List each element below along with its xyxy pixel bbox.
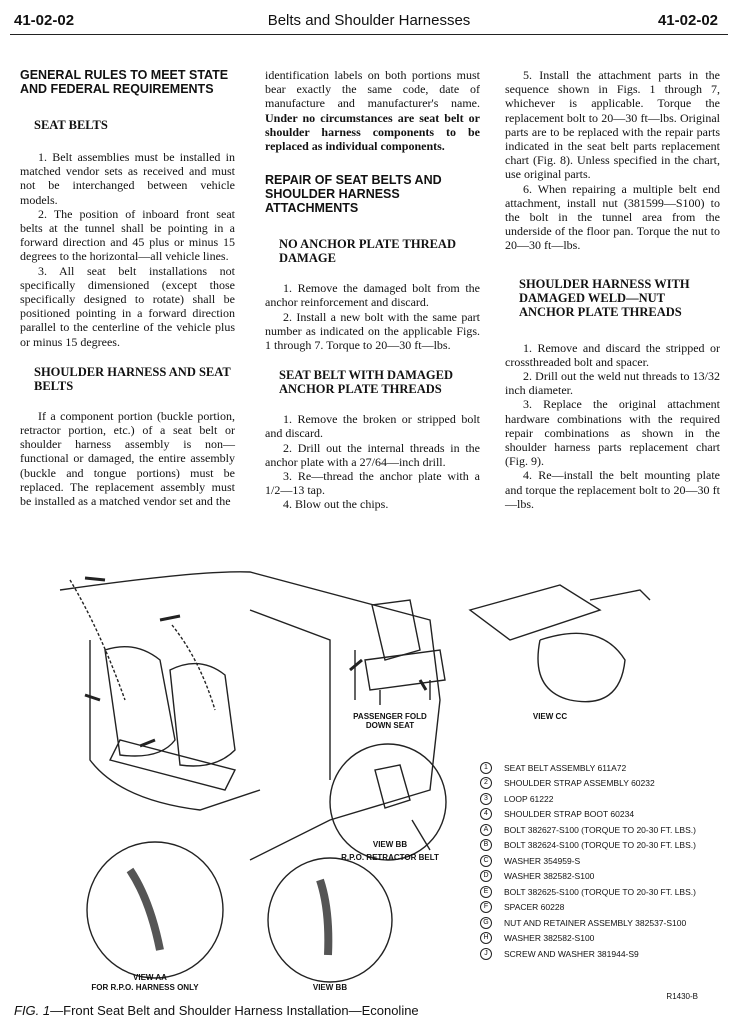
paragraph: 4. Blow out the chips. — [283, 497, 389, 512]
view-bb2-circle — [268, 858, 392, 982]
legend-row — [480, 853, 730, 869]
legend-text: SEAT BELT ASSEMBLY 611A72 — [504, 762, 627, 773]
view-cc-detail — [470, 585, 650, 702]
legend-text: WASHER 382582-S100 — [504, 871, 595, 882]
paragraph: 4. Re—install the belt mounting plate and torque the replacement bolt to 20—30 ft—lbs. — [505, 468, 720, 511]
legend-text: WASHER 354959-S — [504, 855, 581, 866]
label-rpo-harness: FOR R.P.O. HARNESS ONLY — [91, 983, 199, 992]
paragraph: 2. Install a new bolt with the same part number as indicated on the applicable Figs. 1 through 7. Torque to 20—30 ft—lbs. — [265, 309, 480, 353]
legend-key: 3 — [480, 793, 492, 805]
heading-general-rules: GENERAL RULES TO MEET STATE AND FEDERAL REQUIREMENTS — [20, 68, 229, 96]
legend-row — [480, 807, 730, 823]
legend-key: D — [480, 870, 492, 882]
legend-row — [480, 760, 730, 776]
heading-weld-nut: SHOULDER HARNESS WITH DAMAGED WELD—NUT ANCHOR PLATE THREADS — [519, 276, 690, 319]
heading-repair: REPAIR OF SEAT BELTS AND SHOULDER HARNESS ATTACHMENTS — [265, 173, 442, 216]
text-column-1 — [20, 68, 235, 508]
label-passenger-seat: PASSENGER FOLD DOWN SEAT — [353, 712, 427, 730]
paragraph: 3. All seat belt installations not specifically dimensioned (except those specifically designed to rotate) shall be positioned pointing in a forward direction parallel to the centerline of the vehicle plus or minus 15 degrees. — [20, 263, 235, 349]
legend-key: 1 — [480, 762, 492, 774]
text-column-3 — [505, 68, 720, 511]
legend-text: BOLT 382625-S100 (TORQUE TO 20-30 FT. LBS.) — [504, 886, 696, 897]
legend-key: H — [480, 932, 492, 944]
paragraph: 1. Remove the broken or stripped bolt and discard. — [265, 412, 480, 441]
paragraph: 1. Belt assemblies must be installed in matched vendor sets as received and must not be interchanged between vehicle models. — [20, 150, 235, 207]
legend-row — [480, 884, 730, 900]
label-rpo-retractor: R.P.O. RETRACTOR BELT — [341, 853, 439, 862]
caption-text: —Front Seat Belt and Shoulder Harness Installation—Econoline — [50, 1003, 419, 1018]
legend-row — [480, 946, 730, 962]
paragraph-text: identification labels on both portions must bear exactly the same code, date of manufacture and manufacturer's name. — [265, 68, 480, 111]
label-view-cc: VIEW CC — [532, 712, 568, 721]
legend-text: SHOULDER STRAP BOOT 60234 — [504, 809, 635, 820]
legend-key: E — [480, 886, 492, 898]
legend-key: J — [480, 948, 492, 960]
paragraph: If a component portion (buckle portion, retractor portion, etc.) of a seat belt or shoulder harness assembly is non—functional or damaged, the entire assembly (buckle and tongue portions) must be replaced. The replacement assembly must be installed as a matched vendor set and the — [20, 408, 235, 509]
legend-row — [480, 931, 730, 947]
shoulder-harness-straps — [70, 580, 215, 710]
front-seats — [105, 647, 235, 790]
paragraph: 5. Install the attachment parts in the sequence shown in Figs. 1 through 7, whichever is applicable. Torque the replacement bolt to 20—30 ft—lbs. Original parts are to be replaced with the repair parts indicated in the seat belt parts replacement chart (Fig. 8). Unless specified in the chart, use original parts. — [505, 68, 720, 182]
legend-key: G — [480, 917, 492, 929]
view-aa-circle — [87, 842, 223, 978]
legend-text: BOLT 382627-S100 (TORQUE TO 20-30 FT. LBS.) — [504, 824, 696, 835]
legend-row — [480, 838, 730, 854]
label-view-bb: VIEW BB — [372, 840, 408, 849]
legend-row — [480, 915, 730, 931]
legend-key: A — [480, 824, 492, 836]
legend-key: F — [480, 901, 492, 913]
heading-damaged-anchor: SEAT BELT WITH DAMAGED ANCHOR PLATE THREADS — [279, 368, 454, 397]
legend-text: BOLT 382624-S100 (TORQUE TO 20-30 FT. LBS.) — [504, 840, 696, 851]
paragraph: 1. Remove and discard the stripped or crossthreaded bolt and spacer. — [505, 340, 720, 369]
header-rule — [10, 34, 728, 35]
paragraph: 1. Remove the damaged bolt from the anchor reinforcement and discard. — [265, 281, 480, 310]
passenger-fold-seat — [365, 600, 445, 705]
legend-row — [480, 822, 730, 838]
page-header — [0, 8, 738, 36]
parts-legend — [480, 760, 730, 962]
legend-text: WASHER 382582-S100 — [504, 933, 595, 944]
legend-row — [480, 900, 730, 916]
page-number-right: 41-02-02 — [657, 12, 718, 29]
page-number-left: 41-02-02 — [14, 12, 75, 29]
legend-text: NUT AND RETAINER ASSEMBLY 382537-S100 — [504, 917, 687, 928]
legend-text: SHOULDER STRAP ASSEMBLY 60232 — [504, 778, 655, 789]
text-column-2 — [265, 68, 480, 512]
legend-text: SPACER 60228 — [504, 902, 565, 913]
legend-key: 2 — [480, 777, 492, 789]
legend-row — [480, 791, 730, 807]
warning-text: Under no circumstances are seat belt or shoulder harness components to be replaced as individual components. — [265, 110, 480, 154]
legend-row — [480, 869, 730, 885]
heading-shoulder-harness: SHOULDER HARNESS AND SEAT BELTS — [34, 364, 231, 393]
legend-key: B — [480, 839, 492, 851]
legend-text: SCREW AND WASHER 381944-S9 — [504, 948, 639, 959]
heading-no-anchor-damage: NO ANCHOR PLATE THREAD DAMAGE — [279, 237, 456, 266]
paragraph: 2. The position of inboard front seat belts at the tunnel shall be pointing in a forward direction and 45 plus or minus 15 degrees to the horizontal—all vehicle lines. — [20, 206, 235, 264]
paragraph: 3. Replace the original attachment hardware combinations with the required repair combinations as shown in the shoulder harness parts replacement chart (Fig. 9). — [505, 397, 720, 469]
figure-caption — [14, 1003, 419, 1018]
legend-row — [480, 776, 730, 792]
paragraph: 3. Re—thread the anchor plate with a 1/2—13 tap. — [265, 469, 480, 498]
legend-text: LOOP 61222 — [504, 793, 554, 804]
legend-key: C — [480, 855, 492, 867]
paragraph: 2. Drill out the internal threads in the anchor plate with a 27/64—inch drill. — [265, 440, 480, 469]
paragraph: 6. When repairing a multiple belt end attachment, install nut (381599—S100) to the bolt in the tunnel area from the underside of the floor pan. Torque the nut to 20—30 ft—lbs. — [505, 181, 720, 253]
legend-key: 4 — [480, 808, 492, 820]
paragraph — [265, 68, 480, 153]
caption-fig-number: FIG. 1 — [14, 1003, 51, 1018]
running-title: Belts and Shoulder Harnesses — [267, 12, 471, 29]
figure-code: R1430-B — [666, 992, 698, 1001]
label-view-bb-2: VIEW BB — [312, 983, 348, 992]
heading-seat-belts: SEAT BELTS — [34, 118, 108, 132]
label-view-aa: VIEW AA — [133, 973, 167, 982]
paragraph: 2. Drill out the weld nut threads to 13/32 inch diameter. — [505, 369, 720, 398]
